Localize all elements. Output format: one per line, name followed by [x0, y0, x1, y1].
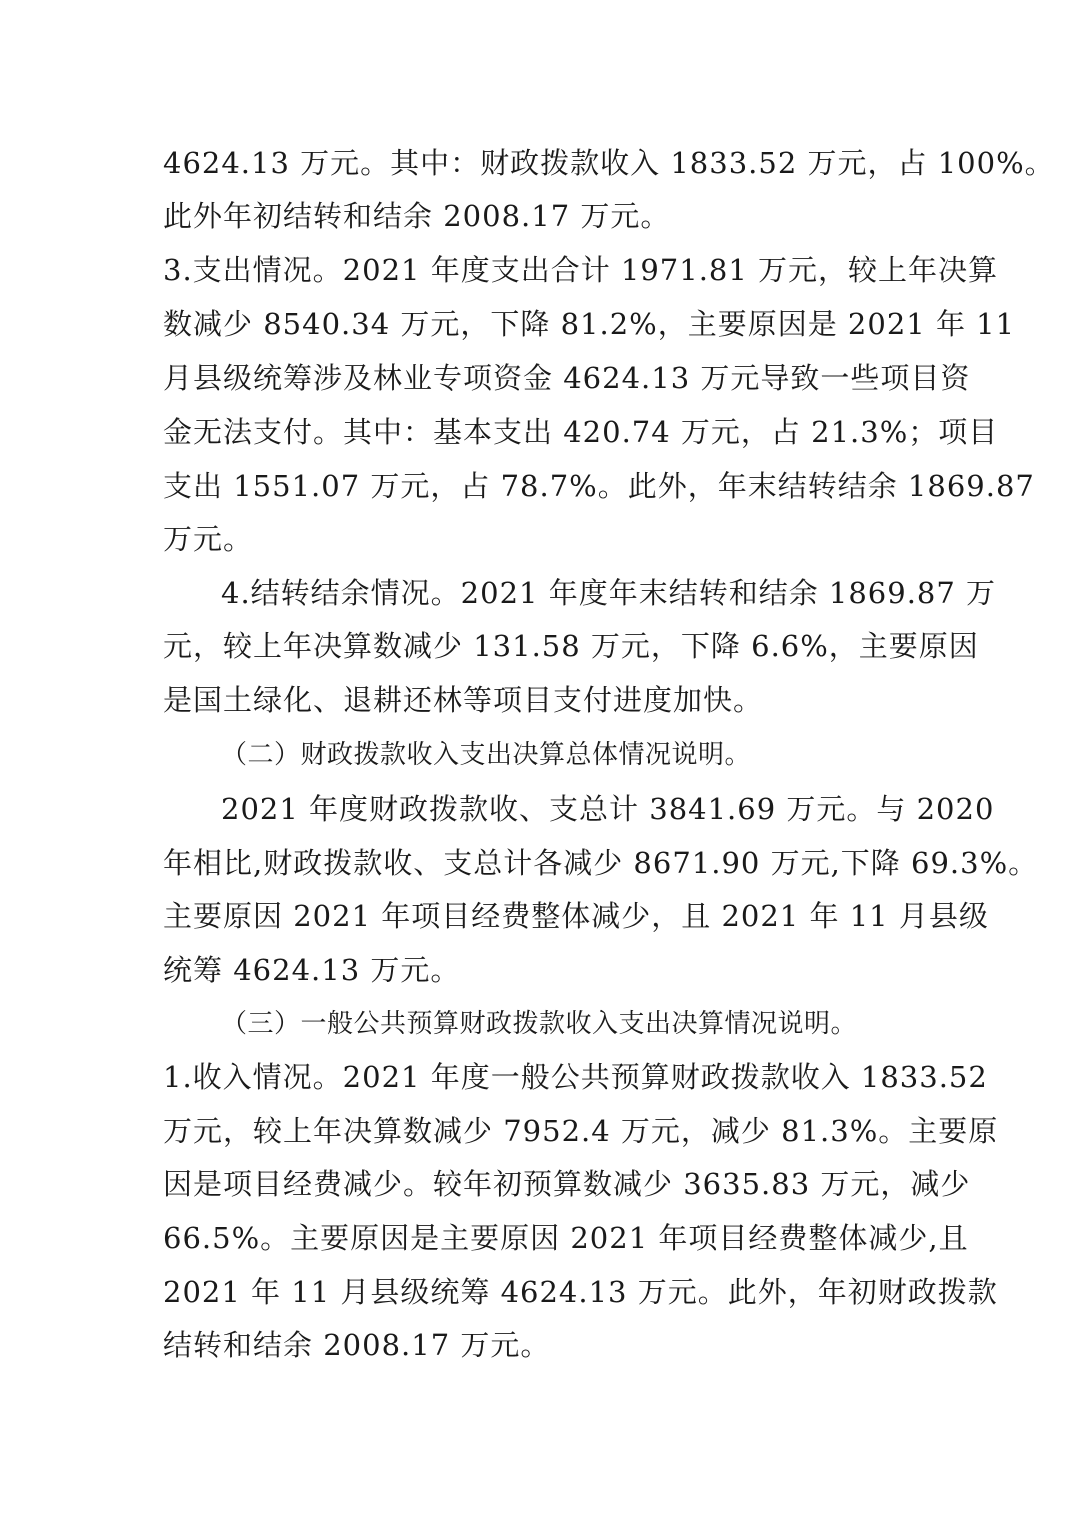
text-line: 金无法支付。其中：基本支出 420.74 万元，占 21.3%；项目 — [163, 415, 999, 449]
text-line: 万元。 — [163, 522, 254, 556]
text-line: 主要原因 2021 年项目经费整体减少，且 2021 年 11 月县级 — [163, 899, 989, 933]
text-line: 结转和结余 2008.17 万元。 — [163, 1328, 551, 1362]
text-line: 万元，较上年决算数减少 7952.4 万元，减少 81.3%。主要原 — [163, 1114, 999, 1148]
section-heading: （三）一般公共预算财政拨款收入支出决算情况说明。 — [221, 1009, 858, 1039]
text-line: 3.支出情况。2021 年度支出合计 1971.81 万元，较上年决算 — [163, 253, 999, 287]
text-line: 是国土绿化、退耕还林等项目支付进度加快。 — [163, 683, 764, 717]
text-line: 统筹 4624.13 万元。 — [163, 953, 461, 987]
text-line: 2021 年 11 月县级统筹 4624.13 万元。此外，年初财政拨款 — [163, 1275, 998, 1309]
text-line: 此外年初结转和结余 2008.17 万元。 — [163, 199, 671, 233]
text-line: 4624.13 万元。其中：财政拨款收入 1833.52 万元，占 100%。 — [163, 146, 1055, 180]
text-line: 年相比,财政拨款收、支总计各减少 8671.90 万元,下降 69.3%。 — [163, 846, 1039, 880]
text-line: 66.5%。主要原因是主要原因 2021 年项目经费整体减少,且 — [163, 1221, 969, 1255]
text-line: 因是项目经费减少。较年初预算数减少 3635.83 万元，减少 — [163, 1167, 971, 1201]
text-line: 月县级统筹涉及林业专项资金 4624.13 万元导致一些项目资 — [163, 361, 971, 395]
section-heading: （二）财政拨款收入支出决算总体情况说明。 — [221, 740, 752, 770]
text-line: 支出 1551.07 万元，占 78.7%。此外，年末结转结余 1869.87 — [163, 469, 1035, 503]
text-line: 数减少 8540.34 万元，下降 81.2%，主要原因是 2021 年 11 — [163, 307, 1016, 341]
text-line: 元，较上年决算数减少 131.58 万元，下降 6.6%，主要原因 — [163, 629, 979, 663]
text-line: 1.收入情况。2021 年度一般公共预算财政拨款收入 1833.52 — [163, 1060, 988, 1094]
text-line: 4.结转结余情况。2021 年度年末结转和结余 1869.87 万 — [221, 576, 997, 610]
text-line: 2021 年度财政拨款收、支总计 3841.69 万元。与 2020 — [221, 792, 995, 826]
